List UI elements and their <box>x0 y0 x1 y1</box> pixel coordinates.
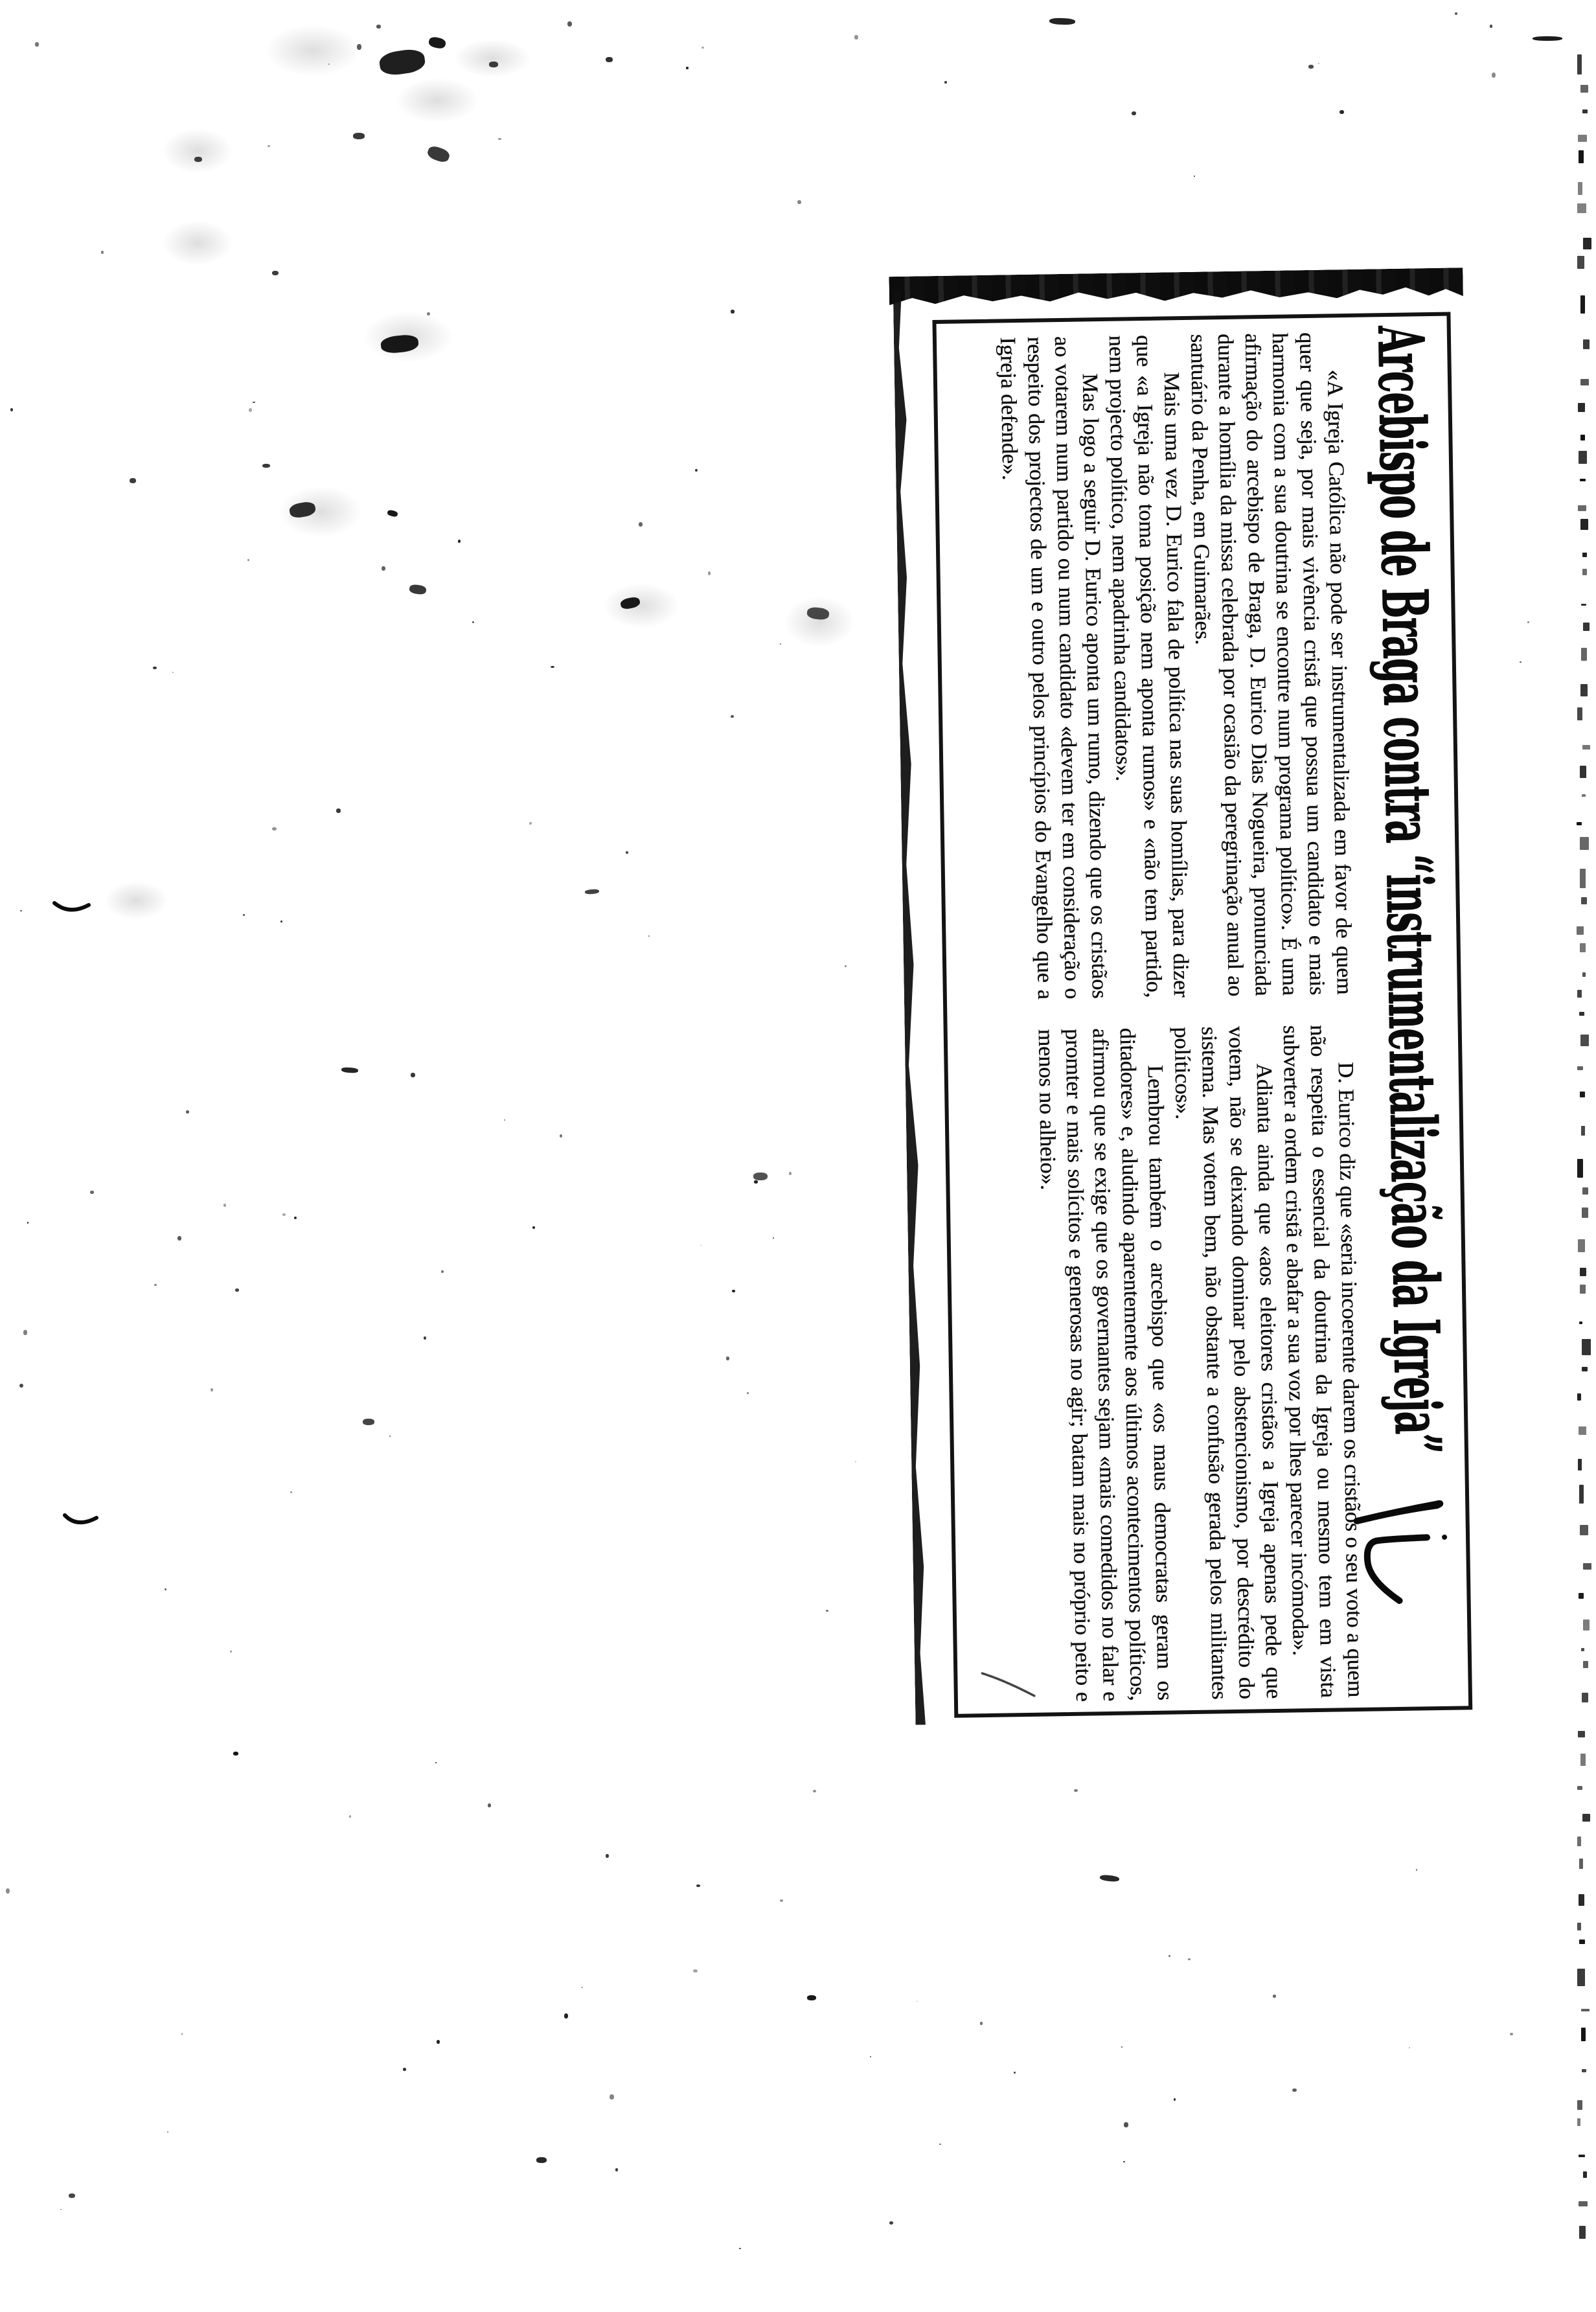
scan-dash <box>1579 1426 1586 1435</box>
scan-dash <box>1577 1837 1581 1846</box>
scan-speck <box>1174 2098 1176 2101</box>
scan-smudge <box>387 509 398 518</box>
scan-dash <box>1579 1859 1583 1869</box>
scan-dash <box>1579 1322 1582 1324</box>
scan-speck <box>504 1119 505 1121</box>
scan-dash <box>1583 623 1590 631</box>
scan-speck <box>1132 111 1136 115</box>
scan-dash <box>1578 135 1587 142</box>
scan-dash <box>1579 1593 1584 1599</box>
scan-speck <box>35 42 39 47</box>
scan-speck <box>1409 2047 1410 2048</box>
scan-speck <box>1194 176 1195 177</box>
scan-speck <box>1340 110 1344 114</box>
scan-speck <box>780 1899 783 1902</box>
scan-speck <box>980 2022 983 2025</box>
scan-dash <box>1579 2201 1588 2206</box>
scan-dash <box>1582 1339 1591 1355</box>
scan-dash <box>1577 1159 1583 1178</box>
scan-dash <box>1580 943 1586 952</box>
scan-dash <box>1577 822 1582 825</box>
scan-speck <box>739 2248 741 2249</box>
scan-speck <box>854 35 858 40</box>
scan-smudge <box>272 271 279 275</box>
scan-smudge <box>1100 1874 1120 1882</box>
scan-speck <box>1292 2089 1297 2092</box>
scan-speck <box>939 2144 941 2145</box>
scan-smudge <box>753 1173 768 1180</box>
scan-speck <box>20 910 22 911</box>
scan-fuzz <box>395 78 479 123</box>
scan-speck <box>606 1854 609 1858</box>
scan-speck <box>230 1651 232 1653</box>
scan-speck <box>529 822 532 825</box>
scan-speck <box>1318 63 1319 64</box>
scan-dash <box>1582 569 1587 575</box>
torn-edge-left <box>889 268 1463 305</box>
scan-dash <box>1581 604 1586 606</box>
scan-speck <box>1168 1955 1170 1957</box>
scan-fuzz <box>162 128 233 174</box>
scan-dash <box>1578 1459 1582 1471</box>
scan-speck <box>253 402 255 403</box>
scan-speck <box>172 672 174 673</box>
scan-dash <box>1582 1367 1588 1371</box>
scan-speck <box>349 1815 351 1818</box>
scan-speck <box>1492 73 1496 78</box>
scan-dash <box>1583 1661 1588 1668</box>
scan-speck <box>754 1180 758 1184</box>
scan-speck <box>498 138 501 140</box>
scan-dash <box>1583 1563 1591 1570</box>
scan-smudge <box>1049 17 1075 25</box>
scan-fuzz <box>602 583 680 628</box>
scan-speck <box>826 1610 828 1612</box>
scan-speck <box>813 1790 816 1792</box>
scan-dash <box>1577 1923 1581 1930</box>
scan-speck <box>167 2131 168 2133</box>
scan-speck <box>294 1217 297 1219</box>
scan-dash <box>1583 238 1591 249</box>
scan-speck <box>708 571 711 575</box>
scan-dash <box>1578 182 1582 195</box>
scan-dash <box>1580 1285 1586 1294</box>
scan-smudge <box>353 133 365 139</box>
scan-dash <box>1580 435 1585 441</box>
clipping-paragraph: Mais uma vez D. Eurico fala de política nas suas homílias, para dizer que «a Igreja não toma posição nem aponta rumos» e «não tem partido, nem projecto político, nem apadrinha candidatos». <box>1104 334 1193 998</box>
scan-dash <box>1580 85 1588 93</box>
scan-dash <box>1577 203 1586 213</box>
scan-dash <box>1578 403 1585 412</box>
clipping-paragraph: Mas logo a seguir D. Eurico aponta um rumo, dizendo que os cristãos ao votarem num partido ou num candidato «devem ter em consideração o respeito dos projectos de um e outro pelos princípios do Evangelho que a Igreja defende». <box>995 336 1112 1000</box>
scan-dash <box>1577 256 1584 269</box>
scan-speck <box>615 2168 618 2171</box>
scan-speck <box>1121 2046 1123 2048</box>
scan-dash <box>1581 897 1587 904</box>
scan-dash <box>1579 1485 1584 1504</box>
scan-speck <box>773 1237 774 1239</box>
scan-speck <box>695 469 698 472</box>
scan-speck <box>403 2068 406 2071</box>
scan-fuzz <box>363 311 453 363</box>
pencil-stroke-mark <box>975 1658 1067 1711</box>
scan-dash <box>1583 2171 1587 2178</box>
scan-speck <box>177 1236 181 1241</box>
scan-dash <box>1580 869 1586 888</box>
scan-speck <box>488 1803 491 1807</box>
scan-speck <box>268 145 270 147</box>
scan-speck <box>60 2209 62 2210</box>
scan-dash <box>1577 1393 1581 1401</box>
scan-fuzz <box>264 25 361 76</box>
scan-speck <box>917 2001 918 2002</box>
scan-speck <box>780 643 781 645</box>
scan-speck <box>731 310 735 314</box>
scan-dash <box>1577 2100 1582 2110</box>
scan-speck <box>223 1204 226 1207</box>
scan-speck <box>27 1222 28 1224</box>
scan-dash <box>1577 990 1582 998</box>
scan-speck <box>10 408 13 411</box>
scan-dash <box>1577 2118 1580 2126</box>
scan-speck <box>437 2040 440 2044</box>
scan-dash <box>1582 553 1587 557</box>
scan-speck <box>280 921 282 922</box>
scan-speck <box>1123 2161 1125 2162</box>
clipping-paper <box>893 265 1481 1732</box>
scan-smudge <box>363 1419 374 1425</box>
scan-dash <box>1582 745 1590 750</box>
scan-dash <box>1582 109 1588 113</box>
scan-dash <box>1583 1620 1590 1631</box>
scan-smudge <box>1308 65 1314 69</box>
scan-fuzz <box>104 881 168 920</box>
scan-speck <box>797 200 801 204</box>
scan-smudge <box>606 57 613 62</box>
newspaper-clipping <box>893 265 1481 1735</box>
scan-speck <box>855 1461 856 1462</box>
scan-dash <box>1582 2069 1586 2072</box>
scan-smudge <box>341 1067 358 1073</box>
scan-fuzz <box>279 486 363 538</box>
scan-speck <box>567 21 572 27</box>
scan-dash <box>1580 479 1586 481</box>
scan-dash <box>1580 1525 1588 1535</box>
scan-fuzz <box>162 220 233 266</box>
scan-speck <box>101 251 104 254</box>
scan-dash <box>1582 972 1586 977</box>
scan-dash <box>1580 1092 1585 1097</box>
scan-smudge <box>69 2193 75 2198</box>
scan-dash <box>1580 379 1589 385</box>
scan-speck <box>686 67 689 69</box>
scan-speck <box>731 715 734 718</box>
scan-speck <box>1510 2033 1513 2035</box>
scan-speck <box>1520 661 1522 663</box>
pen-arc-mark <box>62 1509 100 1530</box>
clipping-column-1 <box>994 332 1358 1000</box>
scan-speck <box>357 44 361 50</box>
scan-speck <box>610 2094 614 2100</box>
scan-dash <box>1579 2226 1586 2239</box>
scan-speck <box>376 25 381 29</box>
scan-speck <box>435 1762 437 1763</box>
scan-dash <box>1580 837 1589 850</box>
scan-speck <box>693 1969 698 1973</box>
scan-smudge <box>409 584 427 595</box>
scan-dash <box>1580 1035 1589 1046</box>
scan-speck <box>382 566 385 571</box>
scan-speck <box>1014 2072 1016 2074</box>
scan-speck <box>181 2033 183 2035</box>
scan-speck <box>90 1191 94 1194</box>
scan-speck <box>889 2221 893 2225</box>
clipping-paragraph: Lembrou também o arcebispo que «os maus democratas geram os ditadores» e, aludindo aparentemente aos últimos acontecimentos políticos, afirmou que se exige que os governantes sejam «mais comedidos no falar e promter e mais solícitos e generosas no agir; batam mais no próprio peito e menos no alheio». <box>1033 1027 1177 1702</box>
scan-dash <box>1583 339 1590 349</box>
scan-smudge <box>1533 36 1562 41</box>
scan-smudge <box>807 1995 816 2000</box>
scan-fuzz <box>453 39 531 78</box>
scan-smudge <box>130 478 136 483</box>
scan-dash <box>1580 766 1586 778</box>
scan-speck <box>389 1436 391 1437</box>
scan-speck <box>581 1987 583 1988</box>
scan-speck <box>441 1270 444 1273</box>
scan-speck <box>560 1134 562 1138</box>
scan-speck <box>154 1284 157 1286</box>
scan-speck <box>243 914 245 916</box>
scan-speck <box>23 1330 27 1335</box>
scan-dash <box>1582 794 1586 797</box>
scan-dash <box>1577 1969 1585 1986</box>
scan-speck <box>458 540 461 543</box>
scan-smudge <box>426 144 451 164</box>
scan-speck <box>1188 1958 1191 1960</box>
scan-dash <box>1579 451 1587 464</box>
scan-speck <box>532 1226 535 1229</box>
scan-dash <box>1581 1648 1584 1651</box>
scan-speck <box>165 1588 166 1590</box>
scan-dash <box>1580 1754 1586 1766</box>
scan-speck <box>186 1110 189 1114</box>
scan-dash <box>1581 2028 1586 2041</box>
scan-dash <box>1579 2155 1585 2157</box>
scan-dash <box>1579 1894 1584 1906</box>
scan-speck <box>639 522 643 527</box>
scan-dash <box>1577 926 1584 935</box>
scan-dash <box>1577 54 1582 74</box>
scan-speck <box>282 1213 286 1216</box>
scan-speck <box>1490 25 1492 28</box>
scan-speck <box>19 1384 23 1388</box>
scan-smudge <box>233 1752 238 1756</box>
clipping-body <box>994 332 1369 1702</box>
scan-dash <box>1579 1012 1584 1016</box>
scan-dash <box>1581 1126 1585 1136</box>
scan-speck <box>870 2056 871 2057</box>
scan-dash <box>1581 2009 1590 2011</box>
scan-speck <box>249 408 252 412</box>
scan-fuzz <box>784 596 855 648</box>
scan-speck <box>211 1388 213 1391</box>
scan-dash <box>1582 1814 1590 1822</box>
scan-speck <box>1527 621 1529 623</box>
scan-speck <box>235 1288 239 1292</box>
scan-speck <box>153 667 157 669</box>
scan-dash <box>1578 1239 1585 1252</box>
scan-dash <box>1579 150 1584 163</box>
scan-speck <box>626 851 628 854</box>
scan-dash <box>1581 648 1587 661</box>
scan-speck <box>551 666 554 668</box>
scan-speck <box>1074 1789 1078 1792</box>
scan-dash <box>1580 684 1588 696</box>
scan-dash <box>1579 1940 1585 1944</box>
scan-speck <box>1416 1869 1417 1871</box>
scan-dash <box>1577 1786 1582 1790</box>
scan-speck <box>290 1491 292 1493</box>
pen-arc-mark <box>52 898 92 917</box>
scan-dash <box>1580 1268 1586 1276</box>
clipping-paragraph: Adianta ainda que «aos eleitores cristãos a Igreja apenas pede que votem, não se deixando dominar pelo abstencionismo, por descrédito do sistema. Mas votem bem, não obstante a confusão gerada pelos militantes políticos». <box>1169 1025 1286 1700</box>
scan-smudge <box>536 2157 547 2163</box>
scan-dash <box>1580 295 1585 314</box>
scan-dash <box>1582 1187 1588 1195</box>
scan-speck <box>424 1336 426 1340</box>
clipping-column-2 <box>1005 1024 1369 1702</box>
scan-dash <box>1578 1731 1585 1737</box>
scan-speck <box>1124 2122 1128 2127</box>
scan-speck <box>700 1245 701 1246</box>
scan-smudge <box>378 47 426 76</box>
scan-dash <box>1580 519 1588 530</box>
scan-speck <box>845 965 847 967</box>
scan-speck <box>272 827 277 830</box>
scan-speck <box>472 621 474 623</box>
clipping-paragraph: «A Igreja Católica não pode ser instrumentalizada em favor de quem quer que seja, por mais vivência cristã que possua um candidato e mais harmonia com a sua doutrina se encontre num programa político». É uma afirmação do arcebispo de Braga, D. Eurico Dias Nogueira, pronunciada durante a homília da missa celebrada por ocasião da peregrinação anual ao santuário da Penha, em Guimarães. <box>1185 332 1356 997</box>
scan-speck <box>747 1392 749 1394</box>
scan-dash <box>1578 505 1586 511</box>
scan-smudge <box>262 464 270 468</box>
clipping-paragraph: D. Eurico diz que «seria incoerente darem os cristãos o seu voto a quem não respeita o essencial da doutrina da Igreja ou mesmo tem em vista subverter a ordem cristã e abafar a sua voz por lhes parecer incómoda». <box>1278 1024 1367 1699</box>
scan-speck <box>732 1290 735 1292</box>
clipping-headline: Arcebispo de Braga contra “instrumentalização da Igreja” <box>1363 325 1456 1454</box>
scan-dash <box>1582 1208 1588 1218</box>
scan-speck <box>648 935 650 937</box>
scan-speck <box>411 1073 415 1077</box>
scan-smudge <box>428 36 447 49</box>
scan-speck <box>6 1888 10 1894</box>
scan-speck <box>1273 1995 1276 1998</box>
scan-dash <box>1582 1693 1588 1702</box>
handwriting-pen-mark <box>1342 1483 1461 1628</box>
scan-smudge <box>585 889 599 895</box>
scan-dash <box>1577 1066 1583 1070</box>
scan-speck <box>564 2013 568 2019</box>
scan-speck <box>701 47 704 49</box>
scan-speck <box>944 81 947 84</box>
scan-dash <box>1577 707 1582 720</box>
scan-speck <box>247 559 249 561</box>
scan-speck <box>336 808 341 813</box>
scan-speck <box>1455 12 1457 15</box>
scan-speck <box>696 1884 700 1887</box>
scan-speck <box>789 1172 792 1175</box>
scan-speck <box>726 1356 729 1360</box>
